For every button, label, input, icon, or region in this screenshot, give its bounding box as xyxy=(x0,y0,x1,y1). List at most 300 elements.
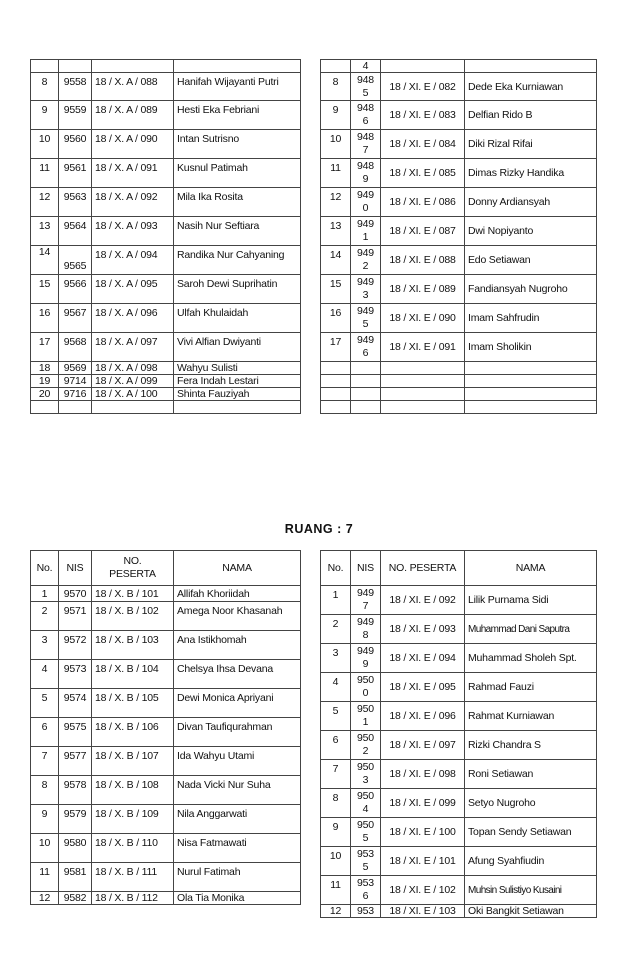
table-row xyxy=(321,818,597,847)
nis-line2: 9 xyxy=(362,658,369,670)
no-cell: 9 xyxy=(31,805,59,834)
no-cell: 16 xyxy=(31,304,59,333)
peserta-cell: 18 / X. B / 107 xyxy=(92,747,174,776)
nis-line2: 2 xyxy=(362,745,369,757)
nis-cell: 9581 xyxy=(59,863,92,892)
peserta-cell: 18 / XI. E / 097 xyxy=(381,731,465,760)
nis-cell: 9572 xyxy=(59,631,92,660)
peserta-cell: 18 / XI. E / 100 xyxy=(381,818,465,847)
nis-line2: 6 xyxy=(362,347,369,359)
table-row xyxy=(321,304,597,333)
no-cell: 6 xyxy=(31,718,59,747)
nama-cell: Intan Sutrisno xyxy=(174,130,301,159)
nis-line2: 3 xyxy=(362,289,369,301)
no-cell: 11 xyxy=(31,159,59,188)
nis-value xyxy=(354,74,377,100)
table-row xyxy=(321,60,597,73)
table-row xyxy=(321,217,597,246)
nis-line1: 949 xyxy=(357,645,374,657)
table-row xyxy=(321,101,597,130)
nis-value xyxy=(354,102,377,128)
nis-value xyxy=(354,732,377,758)
nis-value xyxy=(354,674,377,700)
nis-line2: 6 xyxy=(362,115,369,127)
nama-cell: Muhsin Sulistiyo Kusaini xyxy=(465,876,597,905)
nis-cell: 9571 xyxy=(59,602,92,631)
nis-line2: 1 xyxy=(362,716,369,728)
nis-value xyxy=(354,189,377,215)
peserta-cell: 18 / X. B / 111 xyxy=(92,863,174,892)
nis-cell: 9561 xyxy=(59,159,92,188)
table-row xyxy=(31,362,301,375)
table-row xyxy=(31,834,301,863)
no-cell: 12 xyxy=(31,188,59,217)
nama-cell: Afung Syahfiudin xyxy=(465,847,597,876)
nis-cell: 9560 xyxy=(59,130,92,159)
header-nis: NIS xyxy=(351,551,381,586)
table-row xyxy=(31,586,301,602)
nis-cell: 9575 xyxy=(59,718,92,747)
nama-cell: Mila Ika Rosita xyxy=(174,188,301,217)
nis-line1: 949 xyxy=(357,334,374,346)
peserta-cell: 18 / X. B / 101 xyxy=(92,586,174,602)
no-cell xyxy=(321,60,351,73)
peserta-cell: 18 / X. B / 112 xyxy=(92,892,174,905)
no-cell: 8 xyxy=(31,776,59,805)
table-row xyxy=(31,333,301,362)
nama-cell xyxy=(465,401,597,414)
no-cell: 3 xyxy=(321,644,351,673)
nis-line1: 953 xyxy=(357,877,374,889)
peserta-cell xyxy=(381,388,465,401)
nis-line2: 5 xyxy=(362,861,369,873)
nis-cell: 9574 xyxy=(59,689,92,718)
nis-cell: 9559 xyxy=(59,101,92,130)
nis-cell xyxy=(351,159,381,188)
nama-cell: Topan Sendy Setiawan xyxy=(465,818,597,847)
nama-cell: Ana Istikhomah xyxy=(174,631,301,660)
table-row xyxy=(31,747,301,776)
nis-cell xyxy=(351,73,381,101)
nis-cell xyxy=(351,333,381,362)
table-row xyxy=(321,673,597,702)
nama-cell xyxy=(174,401,301,414)
nis-line2: 1 xyxy=(362,231,369,243)
no-cell: 9 xyxy=(31,101,59,130)
peserta-cell: 18 / X. B / 104 xyxy=(92,660,174,689)
no-cell xyxy=(321,362,351,375)
header-no-peserta-line2: PESERTA xyxy=(109,568,156,580)
header-no-peserta-line1: NO. xyxy=(123,555,142,567)
no-cell: 17 xyxy=(321,333,351,362)
nis-cell: 9569 xyxy=(59,362,92,375)
nama-cell: Divan Taufiqurahman xyxy=(174,718,301,747)
table-row xyxy=(31,217,301,246)
peserta-cell xyxy=(381,375,465,388)
nama-cell: Nurul Fatimah xyxy=(174,863,301,892)
nis-line2: 8 xyxy=(362,629,369,641)
header-no: No. xyxy=(31,551,59,586)
header-no-peserta: NO. PESERTA xyxy=(381,551,465,586)
nis-line2: 4 xyxy=(362,803,369,815)
nis-value xyxy=(354,616,377,642)
nama-cell: Dwi Nopiyanto xyxy=(465,217,597,246)
peserta-cell: 18 / X. A / 091 xyxy=(92,159,174,188)
nama-cell: Randika Nur Cahyaning xyxy=(174,246,301,275)
nis-line1: 949 xyxy=(357,189,374,201)
table-header-row xyxy=(31,551,301,586)
table-row xyxy=(321,847,597,876)
no-cell: 6 xyxy=(321,731,351,760)
nis-cell xyxy=(59,60,92,73)
table-row xyxy=(31,602,301,631)
table-row xyxy=(321,905,597,918)
no-cell: 16 xyxy=(321,304,351,333)
nis-line2: 3 xyxy=(362,774,369,786)
table-row xyxy=(321,615,597,644)
no-cell: 10 xyxy=(321,130,351,159)
nama-cell: Dimas Rizky Handika xyxy=(465,159,597,188)
nama-cell: Kusnul Patimah xyxy=(174,159,301,188)
table-row xyxy=(31,375,301,388)
room-title: RUANG : 7 xyxy=(284,522,354,536)
table-row xyxy=(31,101,301,130)
table-row xyxy=(321,789,597,818)
nis-line1: 948 xyxy=(357,73,374,86)
nis-line2: 9 xyxy=(362,173,369,185)
peserta-cell: 18 / X. A / 097 xyxy=(92,333,174,362)
nis-line2: 2 xyxy=(362,260,369,272)
peserta-cell: 18 / X. A / 098 xyxy=(92,362,174,375)
peserta-cell: 18 / X. B / 102 xyxy=(92,602,174,631)
nis-cell xyxy=(351,731,381,760)
no-cell: 10 xyxy=(31,834,59,863)
nis-line2: 5 xyxy=(362,832,369,844)
no-cell: 15 xyxy=(321,275,351,304)
no-cell: 2 xyxy=(321,615,351,644)
table-row xyxy=(31,718,301,747)
no-cell xyxy=(321,401,351,414)
nis-line2: 0 xyxy=(362,202,369,214)
nis-value xyxy=(354,790,377,816)
peserta-cell: 18 / XI. E / 093 xyxy=(381,615,465,644)
nis-line2: 5 xyxy=(362,86,369,99)
nis-cell: 9573 xyxy=(59,660,92,689)
nis-cell: 9582 xyxy=(59,892,92,905)
table-header-row xyxy=(321,551,597,586)
peserta-cell xyxy=(381,362,465,375)
nis-line1: 949 xyxy=(357,218,374,230)
nis-cell xyxy=(351,760,381,789)
table-row xyxy=(31,892,301,905)
nis-value xyxy=(354,131,377,157)
peserta-cell: 18 / XI. E / 087 xyxy=(381,217,465,246)
nis-line2: 7 xyxy=(362,600,369,612)
nama-cell: Allifah Khoriidah xyxy=(174,586,301,602)
table-row xyxy=(321,362,597,375)
peserta-cell: 18 / XI. E / 090 xyxy=(381,304,465,333)
no-cell xyxy=(321,388,351,401)
header-nis: NIS xyxy=(59,551,92,586)
table-row xyxy=(31,304,301,333)
table-row xyxy=(31,275,301,304)
no-cell xyxy=(321,375,351,388)
nis-value xyxy=(354,587,377,613)
nis-line1: 950 xyxy=(357,790,374,802)
nis-value xyxy=(354,247,377,273)
table-row xyxy=(31,159,301,188)
nis-cell xyxy=(351,304,381,333)
nama-cell: Edo Setiawan xyxy=(465,246,597,275)
nis-cell: 9570 xyxy=(59,586,92,602)
no-cell: 5 xyxy=(321,702,351,731)
nis-cell xyxy=(351,275,381,304)
no-cell: 14 xyxy=(31,246,59,275)
nis-cell: 9578 xyxy=(59,776,92,805)
room7-right-table-body xyxy=(321,586,597,918)
table-row xyxy=(321,760,597,789)
table-row xyxy=(31,401,301,414)
nama-cell: Donny Ardiansyah xyxy=(465,188,597,217)
nis-line2: 5 xyxy=(362,318,369,330)
nama-cell: Dewi Monica Apriyani xyxy=(174,689,301,718)
no-cell: 7 xyxy=(321,760,351,789)
table-row xyxy=(321,73,597,101)
nama-cell: Imam Sholikin xyxy=(465,333,597,362)
no-cell: 1 xyxy=(321,586,351,615)
peserta-cell xyxy=(92,60,174,73)
nis-cell: 4 xyxy=(351,60,381,73)
table-row xyxy=(321,375,597,388)
nis-cell: 9577 xyxy=(59,747,92,776)
no-cell: 18 xyxy=(31,362,59,375)
peserta-cell: 18 / X. A / 099 xyxy=(92,375,174,388)
table-row xyxy=(321,644,597,673)
table-row xyxy=(321,130,597,159)
table-row xyxy=(321,333,597,362)
table-row xyxy=(31,388,301,401)
no-cell: 12 xyxy=(31,892,59,905)
no-cell: 10 xyxy=(321,847,351,876)
peserta-cell: 18 / X. A / 090 xyxy=(92,130,174,159)
nis-cell xyxy=(351,818,381,847)
nis-cell xyxy=(351,130,381,159)
nis-line1: 948 xyxy=(357,160,374,172)
no-cell: 9 xyxy=(321,101,351,130)
no-cell: 8 xyxy=(321,73,351,101)
peserta-cell: 18 / XI. E / 091 xyxy=(381,333,465,362)
nis-cell xyxy=(351,401,381,414)
nis-cell xyxy=(351,789,381,818)
table-row xyxy=(31,631,301,660)
no-cell: 11 xyxy=(31,863,59,892)
no-cell: 5 xyxy=(31,689,59,718)
room7-left-table xyxy=(30,550,301,905)
table-row xyxy=(31,130,301,159)
nis-cell xyxy=(351,876,381,905)
peserta-cell: 18 / X. B / 109 xyxy=(92,805,174,834)
nis-cell: 9568 xyxy=(59,333,92,362)
nis-line1: 950 xyxy=(357,732,374,744)
peserta-cell: 18 / X. A / 089 xyxy=(92,101,174,130)
header-nama: NAMA xyxy=(465,551,597,586)
table-row xyxy=(31,188,301,217)
no-cell: 8 xyxy=(321,789,351,818)
nama-cell: Lilik Purnama Sidi xyxy=(465,586,597,615)
nis-cell xyxy=(351,246,381,275)
no-cell: 4 xyxy=(321,673,351,702)
nis-cell: 9579 xyxy=(59,805,92,834)
table-row xyxy=(31,246,301,275)
nama-cell: Oki Bangkit Setiawan xyxy=(465,905,597,918)
nis-value xyxy=(354,645,377,671)
nama-cell: Nasih Nur Seftiara xyxy=(174,217,301,246)
table-row xyxy=(321,275,597,304)
nis-line1: 950 xyxy=(357,761,374,773)
nis-line1: 950 xyxy=(357,819,374,831)
header-nama: NAMA xyxy=(174,551,301,586)
no-cell xyxy=(31,60,59,73)
peserta-cell: 18 / XI. E / 089 xyxy=(381,275,465,304)
peserta-cell: 18 / XI. E / 098 xyxy=(381,760,465,789)
table-row xyxy=(321,876,597,905)
nis-cell: 9567 xyxy=(59,304,92,333)
table-row xyxy=(31,805,301,834)
peserta-cell: 18 / XI. E / 082 xyxy=(381,73,465,101)
nis-cell xyxy=(351,362,381,375)
nama-cell: Saroh Dewi Suprihatin xyxy=(174,275,301,304)
nama-cell xyxy=(174,60,301,73)
nama-cell: Setyo Nugroho xyxy=(465,789,597,818)
nis-cell xyxy=(351,375,381,388)
nis-line1: 950 xyxy=(357,674,374,686)
nis-line1: 950 xyxy=(357,703,374,715)
nama-cell xyxy=(465,388,597,401)
room7-left-table-body xyxy=(31,586,301,905)
nama-cell: Ulfah Khulaidah xyxy=(174,304,301,333)
header-no-peserta xyxy=(92,551,174,586)
peserta-cell: 18 / X. B / 108 xyxy=(92,776,174,805)
nis-cell xyxy=(351,101,381,130)
peserta-cell: 18 / XI. E / 084 xyxy=(381,130,465,159)
nis-line2: 0 xyxy=(362,687,369,699)
nama-cell: Muhammad Dani Saputra xyxy=(465,615,597,644)
nis-cell: 9565 xyxy=(59,246,92,275)
top-left-table-body xyxy=(31,60,301,414)
nis-cell xyxy=(351,673,381,702)
peserta-cell: 18 / XI. E / 099 xyxy=(381,789,465,818)
nama-cell: Rahmat Kurniawan xyxy=(465,702,597,731)
peserta-cell xyxy=(381,60,465,73)
nama-cell: Roni Setiawan xyxy=(465,760,597,789)
table-row xyxy=(321,159,597,188)
nama-cell: Chelsya Ihsa Devana xyxy=(174,660,301,689)
nama-cell: Ola Tia Monika xyxy=(174,892,301,905)
peserta-cell: 18 / XI. E / 083 xyxy=(381,101,465,130)
no-cell: 1 xyxy=(31,586,59,602)
table-row xyxy=(31,73,301,101)
nama-cell: Fera Indah Lestari xyxy=(174,375,301,388)
nis-value xyxy=(354,877,377,903)
peserta-cell: 18 / XI. E / 101 xyxy=(381,847,465,876)
nama-cell: Nada Vicki Nur Suha xyxy=(174,776,301,805)
top-right-table xyxy=(320,59,597,414)
no-cell: 15 xyxy=(31,275,59,304)
table-row xyxy=(321,246,597,275)
nama-cell xyxy=(465,60,597,73)
room7-right-table xyxy=(320,550,597,918)
nis-line2: 7 xyxy=(362,144,369,156)
nis-line1: 949 xyxy=(357,276,374,288)
nis-cell: 9564 xyxy=(59,217,92,246)
nis-value xyxy=(354,218,377,244)
nama-cell: Fandiansyah Nugroho xyxy=(465,275,597,304)
no-cell: 13 xyxy=(31,217,59,246)
nama-cell xyxy=(465,375,597,388)
nis-line1: 953 xyxy=(357,848,374,860)
peserta-cell xyxy=(381,401,465,414)
table-row xyxy=(31,660,301,689)
peserta-cell: 18 / X. A / 095 xyxy=(92,275,174,304)
no-cell: 17 xyxy=(31,333,59,362)
peserta-cell: 18 / XI. E / 102 xyxy=(381,876,465,905)
nis-value xyxy=(354,761,377,787)
nis-cell xyxy=(59,401,92,414)
peserta-cell: 18 / X. B / 110 xyxy=(92,834,174,863)
table-row xyxy=(321,586,597,615)
peserta-cell: 18 / X. B / 105 xyxy=(92,689,174,718)
nama-cell xyxy=(465,362,597,375)
table-row xyxy=(31,689,301,718)
nis-cell xyxy=(351,388,381,401)
no-cell: 20 xyxy=(31,388,59,401)
no-cell: 13 xyxy=(321,217,351,246)
header-no: No. xyxy=(321,551,351,586)
nama-cell: Delfian Rido B xyxy=(465,101,597,130)
no-cell: 12 xyxy=(321,188,351,217)
nis-value xyxy=(354,160,377,186)
nis-cell xyxy=(351,847,381,876)
peserta-cell: 18 / X. A / 100 xyxy=(92,388,174,401)
nis-value xyxy=(354,819,377,845)
nis-value xyxy=(354,276,377,302)
peserta-cell xyxy=(92,401,174,414)
nis-cell xyxy=(351,615,381,644)
peserta-cell: 18 / XI. E / 086 xyxy=(381,188,465,217)
nis-cell: 953 xyxy=(351,905,381,918)
nama-cell: Rahmad Fauzi xyxy=(465,673,597,702)
nis-cell: 9558 xyxy=(59,73,92,101)
nama-cell: Amega Noor Khasanah xyxy=(174,602,301,631)
no-cell: 2 xyxy=(31,602,59,631)
nama-cell: Ida Wahyu Utami xyxy=(174,747,301,776)
peserta-cell: 18 / XI. E / 103 xyxy=(381,905,465,918)
nis-cell: 9714 xyxy=(59,375,92,388)
peserta-cell: 18 / XI. E / 092 xyxy=(381,586,465,615)
nama-cell: Shinta Fauziyah xyxy=(174,388,301,401)
no-cell: 14 xyxy=(321,246,351,275)
table-row xyxy=(31,60,301,73)
nama-cell: Hesti Eka Febriani xyxy=(174,101,301,130)
nis-cell: 9563 xyxy=(59,188,92,217)
peserta-cell: 18 / X. A / 092 xyxy=(92,188,174,217)
peserta-cell: 18 / XI. E / 085 xyxy=(381,159,465,188)
nis-line1: 948 xyxy=(357,102,374,114)
table-row xyxy=(31,776,301,805)
nis-line1: 949 xyxy=(357,587,374,599)
table-row xyxy=(321,702,597,731)
peserta-cell: 18 / XI. E / 094 xyxy=(381,644,465,673)
